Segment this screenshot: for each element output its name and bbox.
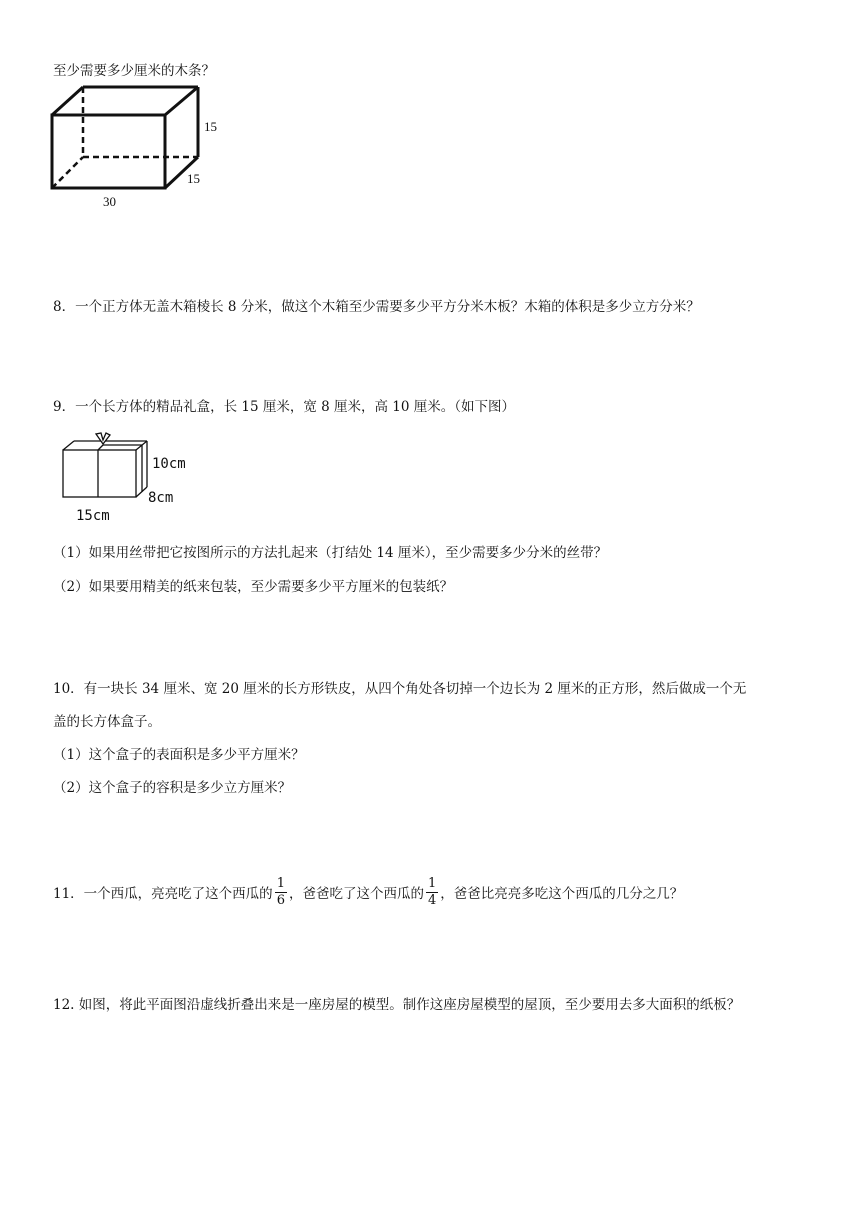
q11-frac1-denominator: 6 (276, 893, 285, 908)
q9-length-label: 15cm (76, 508, 110, 524)
q12-text: 12. 如图，将此平面图沿虚线折叠出来是一座房屋的模型。制作这座房屋模型的屋顶，至少要用去多大面积的纸板？ (53, 997, 741, 1013)
q8-text: 8．一个正方体无盖木箱棱长 8 分米，做这个木箱至少需要多少平方分米木板？木箱的体积是多少立方分米？ (53, 299, 700, 315)
q9-giftbox-figure (58, 430, 208, 525)
q7-width-label: 15 (187, 171, 200, 186)
q7-text: 至少需要多少厘米的木条？ (53, 63, 215, 79)
q11-text (53, 878, 683, 911)
q9-stem: 9．一个长方体的精品礼盒，长 15 厘米，宽 8 厘米，高 10 厘米。（如下图） (53, 399, 516, 415)
q11-fraction-liangliang (275, 876, 287, 909)
q9-width-label: 8cm (148, 490, 174, 506)
q9-height-label: 10cm (152, 456, 186, 472)
q7-cuboid-figure (45, 82, 235, 212)
q7-height-label: 15 (204, 119, 217, 134)
q9-part1: （1）如果用丝带把它按图所示的方法扎起来（打结处 14 厘米），至少需要多少分米的丝带？ (53, 545, 608, 561)
q11-fraction-dad (426, 876, 438, 909)
q11-text-b: ，爸爸吃了这个西瓜的 (288, 886, 424, 902)
q11-frac1-numerator: 1 (276, 876, 285, 891)
q10-stem-line1: 10．有一块长 34 厘米、宽 20 厘米的长方形铁皮，从四个角处各切掉一个边长为 2 厘米的正方形，然后做成一个无 (53, 681, 747, 697)
q10-stem-line2: 盖的长方体盒子。 (53, 714, 161, 730)
q7-length-label: 30 (103, 194, 116, 209)
q11-text-c: ，爸爸比亮亮多吃这个西瓜的几分之几？ (440, 886, 684, 902)
q10-part2: （2）这个盒子的容积是多少立方厘米？ (53, 780, 292, 796)
q10-part1: （1）这个盒子的表面积是多少平方厘米？ (53, 747, 305, 763)
q11-text-a: 11．一个西瓜，亮亮吃了这个西瓜的 (53, 886, 273, 902)
q11-frac2-numerator: 1 (427, 876, 437, 891)
q9-part2: （2）如果要用精美的纸来包装，至少需要多少平方厘米的包装纸？ (53, 579, 454, 595)
q11-frac2-denominator: 4 (427, 893, 437, 908)
